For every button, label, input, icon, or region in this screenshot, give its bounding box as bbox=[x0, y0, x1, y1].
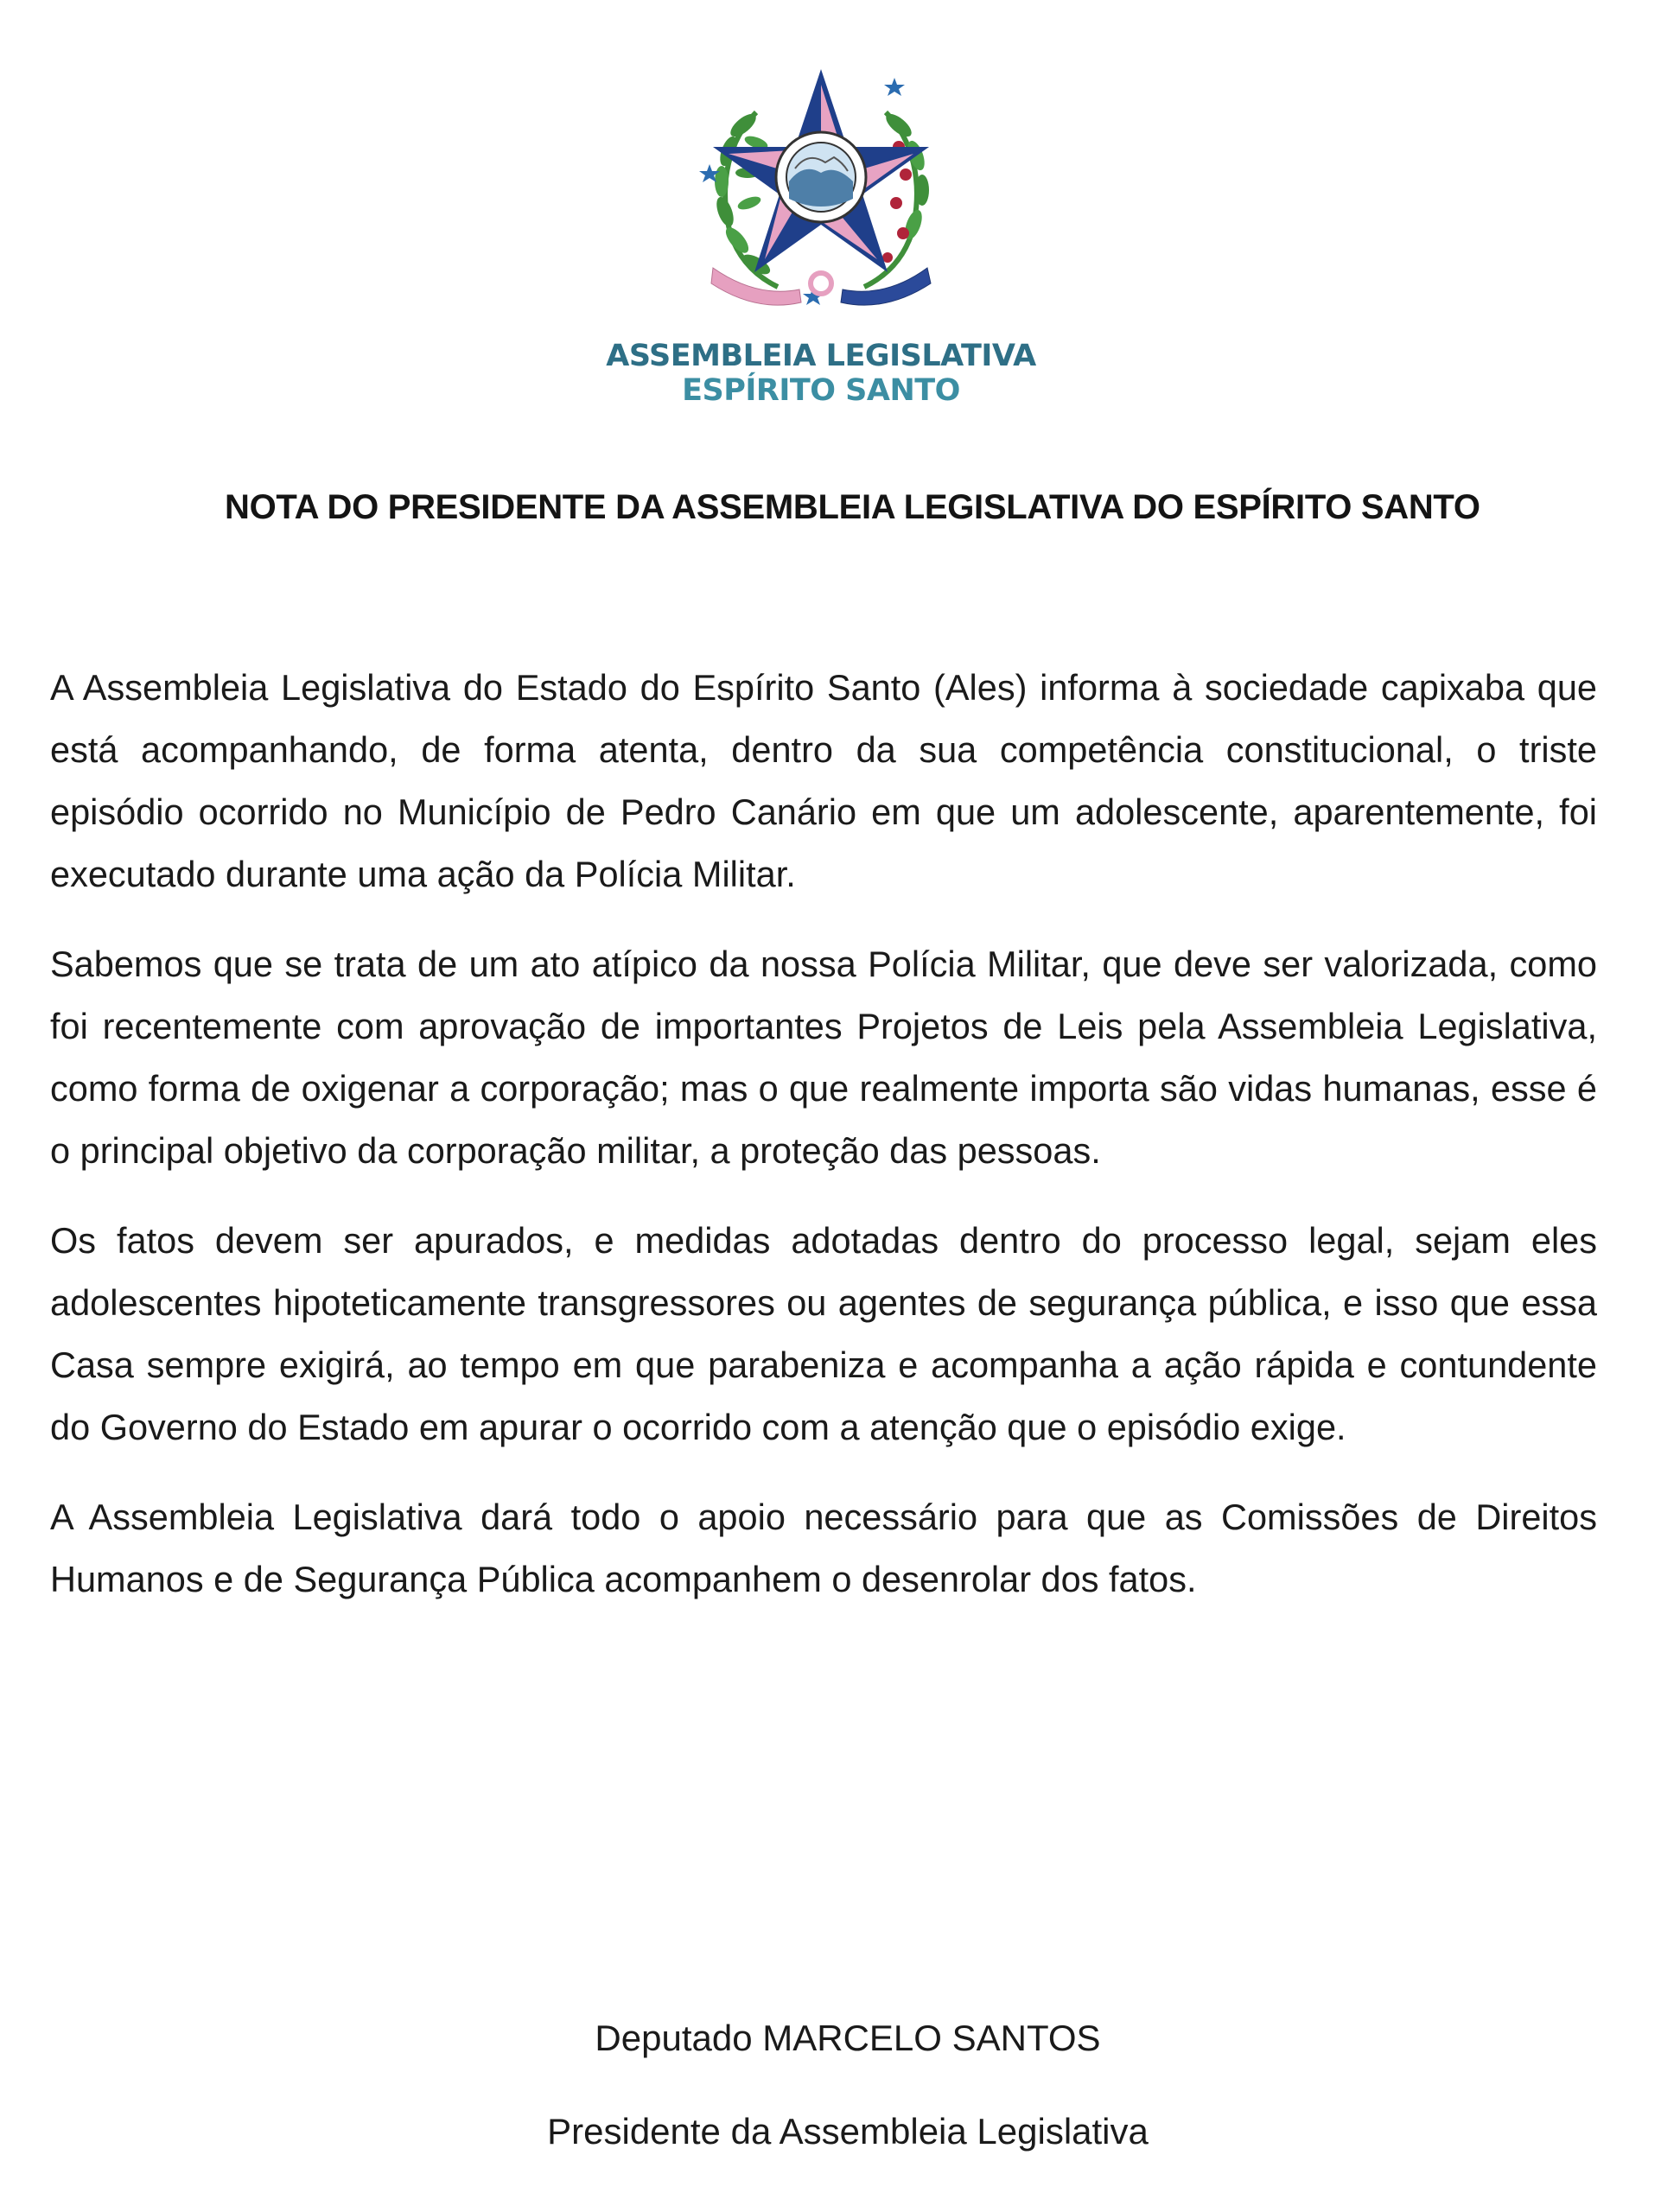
document-body bbox=[50, 657, 1597, 1638]
signature-block bbox=[0, 2018, 1661, 2152]
coat-of-arms-icon bbox=[696, 60, 946, 328]
small-star-icon bbox=[884, 78, 905, 96]
document-title: NOTA DO PRESIDENTE DA ASSEMBLEIA LEGISLATIVA DO ESPÍRITO SANTO bbox=[225, 488, 1480, 526]
signature-role: Presidente da Assembleia Legislativa bbox=[547, 2111, 1149, 2152]
body-paragraph: A Assembleia Legislativa dará todo o apoio necessário para que as Comissões de Direitos Humanos e de Segurança Pública acompanhem o desenrolar dos fatos. bbox=[50, 1497, 1597, 1599]
central-seal bbox=[776, 132, 866, 222]
signature-name: Deputado MARCELO SANTOS bbox=[595, 2018, 1101, 2058]
organization-name-line1: ASSEMBLEIA LEGISLATIVA bbox=[606, 339, 1036, 373]
organization-name bbox=[536, 339, 1106, 409]
state-coat-of-arms-logo bbox=[696, 60, 946, 328]
organization-name-line2: ESPÍRITO SANTO bbox=[682, 373, 960, 409]
body-paragraph: Sabemos que se trata de um ato atípico da nossa Polícia Militar, que deve ser valorizada, como foi recentemente com aprovação de importantes Projetos de Leis pela Assembleia Legislativa, como forma de oxigenar a corporação; mas o que realmente importa são vidas humanas, esse é o principal objetivo da corporação militar, a proteção das pessoas. bbox=[50, 944, 1597, 1171]
body-paragraph: A Assembleia Legislativa do Estado do Espírito Santo (Ales) informa à sociedade capixaba que está acompanhando, de forma atenta, dentro da sua competência constitucional, o triste episódio ocorrido no Município de Pedro Canário em que um adolescente, aparentemente, foi executado durante uma ação da Polícia Militar. bbox=[50, 667, 1597, 894]
ribbon bbox=[711, 268, 931, 305]
body-paragraph: Os fatos devem ser apurados, e medidas adotadas dentro do processo legal, sejam eles adolescentes hipoteticamente transgressores ou agentes de segurança pública, e isso que essa Casa sempre exigirá, ao tempo em que parabeniza e acompanha a ação rápida e contundente do Governo do Estado em apurar o ocorrido com a atenção que o episódio exige. bbox=[50, 1220, 1597, 1447]
